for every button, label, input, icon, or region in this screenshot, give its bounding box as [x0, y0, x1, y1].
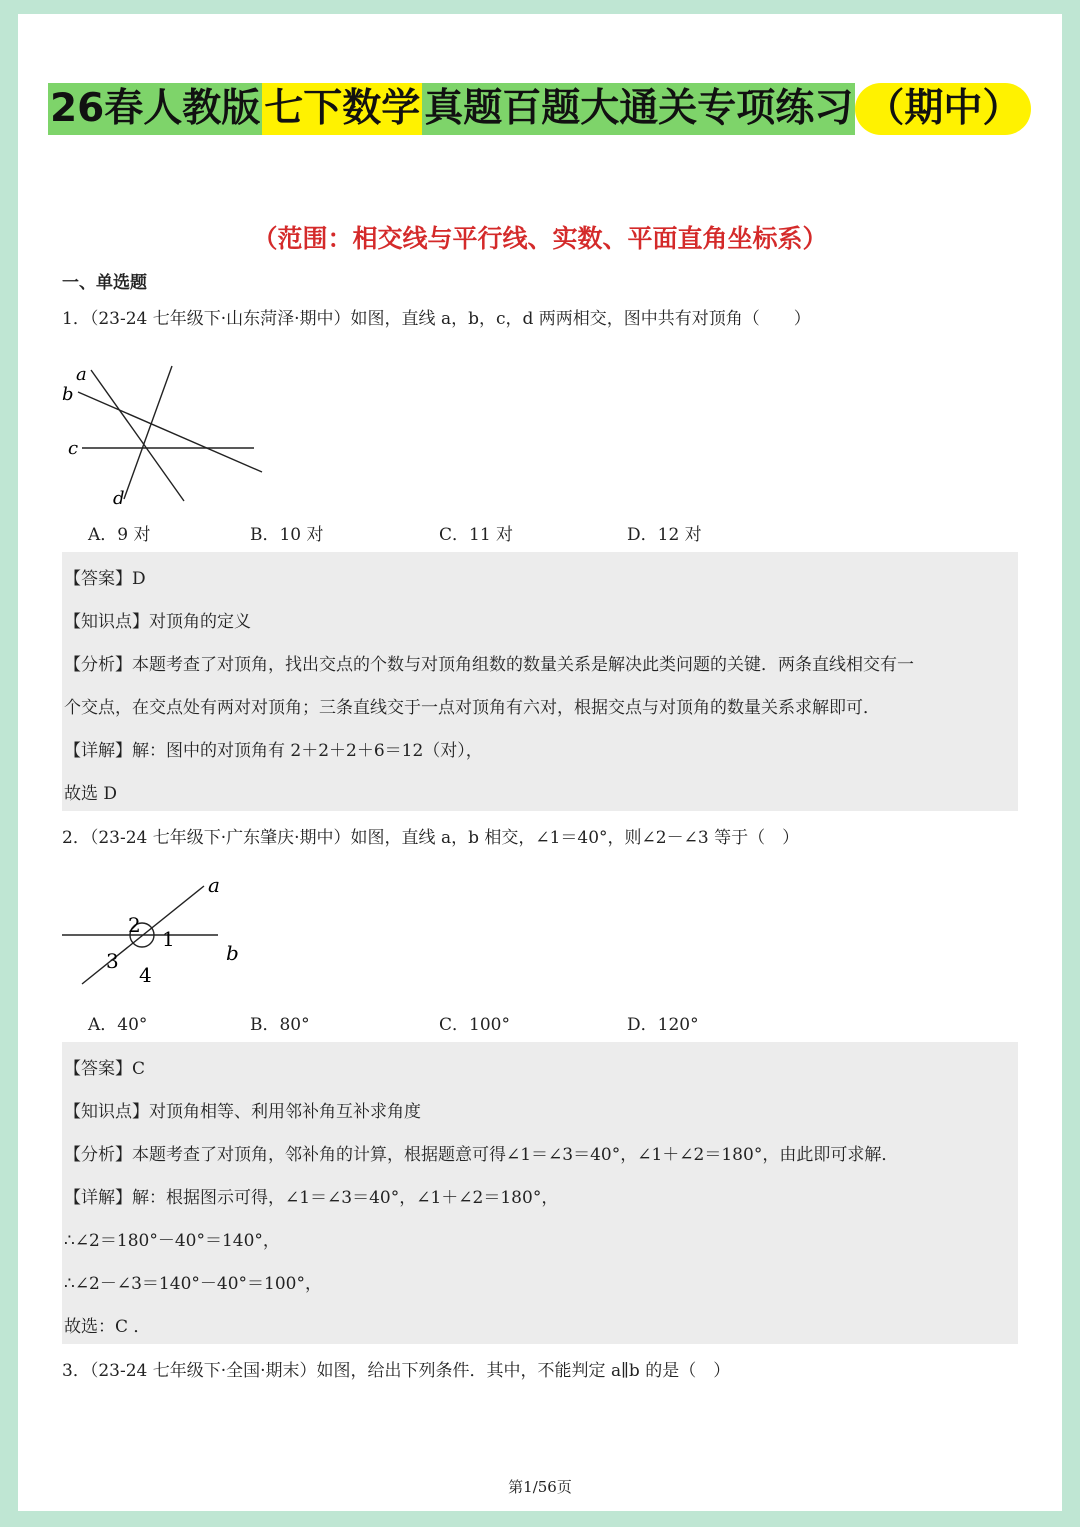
- q1-answer: 【答案】D: [64, 569, 146, 589]
- q2-option-b[interactable]: B．80°: [250, 1015, 310, 1035]
- title-seg-3: 真题百题大通关专项练习: [422, 83, 855, 135]
- q2-figure: [58, 872, 278, 997]
- title-seg-2: 七下数学: [262, 83, 422, 135]
- q1-label-d: d: [113, 488, 125, 509]
- title-seg-4: （期中）: [855, 83, 1031, 135]
- q2-analysis: 【分析】本题考查了对顶角，邻补角的计算，根据题意可得∠1＝∠3＝40°，∠1＋∠2＝180°，由此即可求解．: [64, 1145, 899, 1165]
- q2-option-a[interactable]: A．40°: [88, 1015, 148, 1035]
- q2-angle-3: 3: [106, 949, 119, 973]
- q2-step-1: ∴∠2＝180°－40°＝140°，: [64, 1231, 280, 1251]
- q2-label-a: a: [208, 873, 220, 897]
- range-subtitle: （范围：相交线与平行线、实数、平面直角坐标系）: [252, 224, 828, 253]
- q1-solution-box: [62, 552, 1018, 811]
- q1-analysis-line-1: 【分析】本题考查了对顶角，找出交点的个数与对顶角组数的数量关系是解决此类问题的关键．两条直线相交有一: [64, 655, 914, 675]
- q1-label-a: a: [76, 364, 87, 385]
- page-number: 第1/56页: [508, 1478, 572, 1496]
- q1-option-c[interactable]: C．11 对: [439, 525, 514, 545]
- q2-label-b: b: [226, 941, 239, 965]
- q2-detail: 【详解】解：根据图示可得，∠1＝∠3＝40°，∠1＋∠2＝180°，: [64, 1188, 559, 1208]
- q1-figure: [58, 344, 288, 509]
- q2-knowledge-point: 【知识点】对顶角相等、利用邻补角互补求角度: [64, 1102, 421, 1122]
- q2-step-2: ∴∠2－∠3＝140°－40°＝100°，: [64, 1274, 322, 1294]
- q1-analysis-line-2: 个交点，在交点处有两对对顶角；三条直线交于一点对顶角有六对，根据交点与对顶角的数量关系求解即可．: [64, 698, 880, 718]
- q1-label-b: b: [62, 384, 74, 405]
- q2-answer: 【答案】C: [64, 1059, 146, 1079]
- q1-option-b[interactable]: B．10 对: [250, 525, 324, 545]
- title-banner: [48, 76, 1031, 142]
- q1-knowledge-point: 【知识点】对顶角的定义: [64, 612, 251, 632]
- q1-label-c: c: [68, 438, 79, 459]
- q1-stem: 1．（23-24 七年级下·山东菏泽·期中）如图，直线 a，b，c，d 两两相交，图中共有对顶角（ ）: [62, 309, 811, 329]
- q2-angle-2: 2: [128, 913, 141, 937]
- q2-angle-1: 1: [162, 927, 175, 951]
- q1-option-d[interactable]: D．12 对: [627, 525, 702, 545]
- title-seg-1: 26春人教版: [48, 83, 262, 135]
- q2-angle-4: 4: [139, 963, 152, 987]
- q3-stem: 3．（23-24 七年级下·全国·期末）如图，给出下列条件．其中，不能判定 a∥b 的是（ ）: [62, 1361, 731, 1381]
- worksheet-page: [18, 14, 1062, 1511]
- section-heading: 一、单选题: [62, 273, 147, 293]
- q2-option-c[interactable]: C．100°: [439, 1015, 510, 1035]
- q1-choose: 故选 D: [64, 784, 118, 804]
- q1-option-a[interactable]: A．9 对: [88, 525, 151, 545]
- q2-option-d[interactable]: D．120°: [627, 1015, 699, 1035]
- q2-solution-box: [62, 1042, 1018, 1344]
- q2-stem: 2．（23-24 七年级下·广东肇庆·期中）如图，直线 a，b 相交，∠1＝40°，则∠2－∠3 等于（ ）: [62, 828, 800, 848]
- q1-detail: 【详解】解：图中的对顶角有 2＋2＋2＋6＝12（对），: [64, 741, 483, 761]
- q2-choose: 故选：C ．: [64, 1317, 151, 1337]
